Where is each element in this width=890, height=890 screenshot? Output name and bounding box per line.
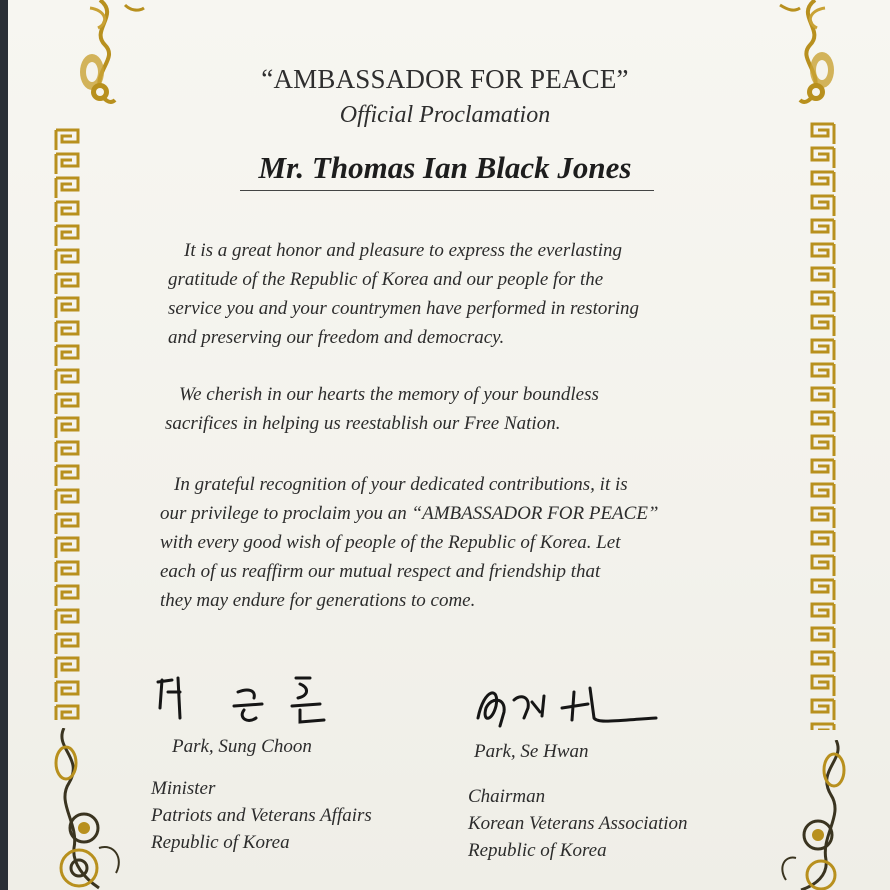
greek-key-border-left bbox=[52, 128, 82, 720]
signatory-right-name: Park, Se Hwan bbox=[474, 741, 589, 762]
proclamation-paragraph-3 bbox=[160, 474, 659, 619]
signatory-left-title-line: Minister bbox=[151, 778, 216, 799]
signature-right bbox=[470, 678, 660, 734]
signatory-right-title-line: Republic of Korea bbox=[468, 840, 607, 861]
paragraph-line: gratitude of the Republic of Korea and our people for the bbox=[168, 269, 604, 290]
signatory-left-title-line: Patriots and Veterans Affairs bbox=[151, 805, 372, 826]
greek-key-border-right bbox=[808, 122, 838, 730]
paragraph-line: they may endure for generations to come. bbox=[160, 590, 476, 611]
signatory-right-title-line: Korean Veterans Association bbox=[468, 813, 688, 834]
paragraph-line: In grateful recognition of your dedicated contributions, it is bbox=[174, 474, 628, 495]
certificate-paper bbox=[8, 0, 890, 890]
recipient-name: Mr. Thomas Ian Black Jones bbox=[258, 150, 632, 185]
gold-floral-ornament-bottom-right bbox=[776, 740, 856, 890]
certificate-subtitle: Official Proclamation bbox=[339, 102, 551, 128]
paragraph-line: each of us reaffirm our mutual respect and friendship that bbox=[160, 561, 601, 582]
signatory-left-name: Park, Sung Choon bbox=[172, 736, 312, 757]
recipient-underline bbox=[240, 190, 654, 191]
paragraph-line: It is a great honor and pleasure to express the everlasting bbox=[184, 240, 622, 261]
signatory-left-title bbox=[151, 778, 372, 859]
paragraph-line: and preserving our freedom and democracy. bbox=[168, 327, 505, 348]
gold-floral-ornament-bottom-left bbox=[44, 728, 134, 890]
paragraph-line: sacrifices in helping us reestablish our Free Nation. bbox=[165, 413, 561, 434]
signatory-right-title-line: Chairman bbox=[468, 786, 546, 807]
paragraph-line: We cherish in our hearts the memory of your boundless bbox=[179, 384, 599, 405]
paragraph-line: service you and your countrymen have performed in restoring bbox=[168, 298, 640, 319]
certificate-title: “AMBASSADOR FOR PEACE” bbox=[261, 64, 629, 94]
paragraph-line: with every good wish of people of the Republic of Korea. Let bbox=[160, 532, 621, 553]
signature-left bbox=[150, 670, 340, 734]
proclamation-paragraph-1 bbox=[168, 240, 639, 356]
paragraph-line: our privilege to proclaim you an “AMBASSADOR FOR PEACE” bbox=[160, 503, 659, 524]
signatory-left-title-line: Republic of Korea bbox=[151, 832, 290, 853]
signatory-right-title bbox=[468, 786, 688, 867]
proclamation-paragraph-2 bbox=[165, 384, 599, 442]
